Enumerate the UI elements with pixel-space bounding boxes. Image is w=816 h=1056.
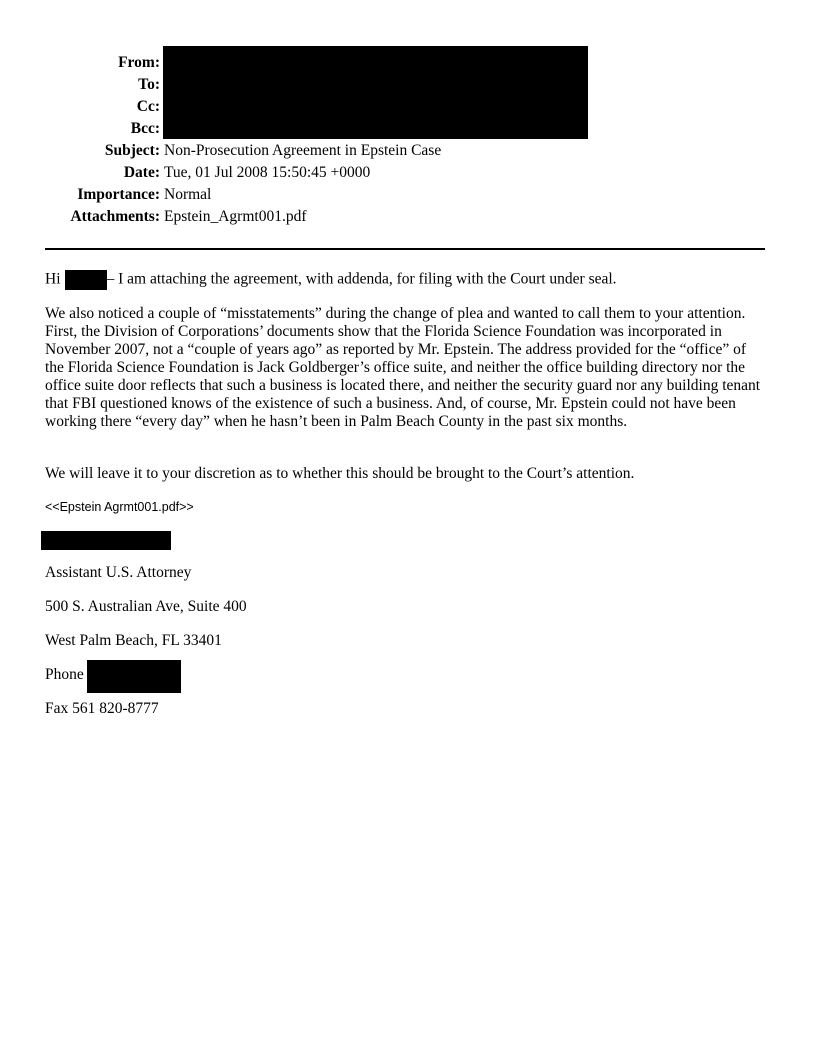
signature-address-line1: 500 S. Australian Ave, Suite 400 bbox=[45, 598, 247, 615]
subject-value: Non-Prosecution Agreement in Epstein Case bbox=[164, 142, 442, 159]
signature-phone-line bbox=[45, 666, 84, 684]
signature-address-line2: West Palm Beach, FL 33401 bbox=[45, 632, 222, 649]
importance-value: Normal bbox=[164, 186, 212, 203]
signature-fax: Fax 561 820-8777 bbox=[45, 700, 159, 717]
cc-label: Cc: bbox=[136, 98, 160, 115]
date-label: Date: bbox=[123, 164, 160, 181]
greeting: Hi bbox=[45, 270, 61, 288]
importance-label: Importance: bbox=[77, 186, 160, 203]
redaction-recipient-name bbox=[65, 270, 107, 290]
greeting-line bbox=[45, 270, 765, 290]
date-value: Tue, 01 Jul 2008 15:50:45 +0000 bbox=[164, 164, 371, 181]
bcc-label: Bcc: bbox=[130, 120, 160, 137]
redaction-header-recipients bbox=[163, 46, 588, 139]
to-label: To: bbox=[138, 76, 160, 93]
attachments-value: Epstein_Agrmt001.pdf bbox=[164, 208, 307, 225]
body-paragraph-misstatements: We also noticed a couple of “misstatements” during the change of plea and wanted to call them to your attention. First, the Division of Corporations’ documents show that the Florida Science Foundation was incorporated in November 2007, not a “couple of years ago” as reported by Mr. Epstein. The address provided for the “office” of the Florida Science Foundation is Jack Goldberger’s office suite, and neither the office building directory nor the office suite door reflects that such a business is located there, and neither the security guard nor any building tenant that FBI questioned knows of the existence of such a business. And, of course, Mr. Epstein could not have been working there “every day” when he hasn’t been in Palm Beach County in the past six months. bbox=[45, 305, 761, 430]
attachment-reference: <<Epstein Agrmt001.pdf>> bbox=[45, 500, 194, 514]
body-paragraph-discretion: We will leave it to your discretion as to whether this should be brought to the Court’s attention. bbox=[45, 465, 635, 482]
redaction-phone-number bbox=[87, 660, 181, 693]
from-label: From: bbox=[118, 54, 160, 71]
first-line-text: – I am attaching the agreement, with addenda, for filing with the Court under seal. bbox=[106, 270, 617, 288]
redaction-sender-name bbox=[41, 531, 171, 550]
phone-label: Phone bbox=[45, 666, 84, 683]
header-divider bbox=[45, 248, 765, 250]
attachments-label: Attachments: bbox=[70, 208, 160, 225]
subject-label: Subject: bbox=[104, 142, 160, 159]
signature-title: Assistant U.S. Attorney bbox=[45, 564, 192, 581]
